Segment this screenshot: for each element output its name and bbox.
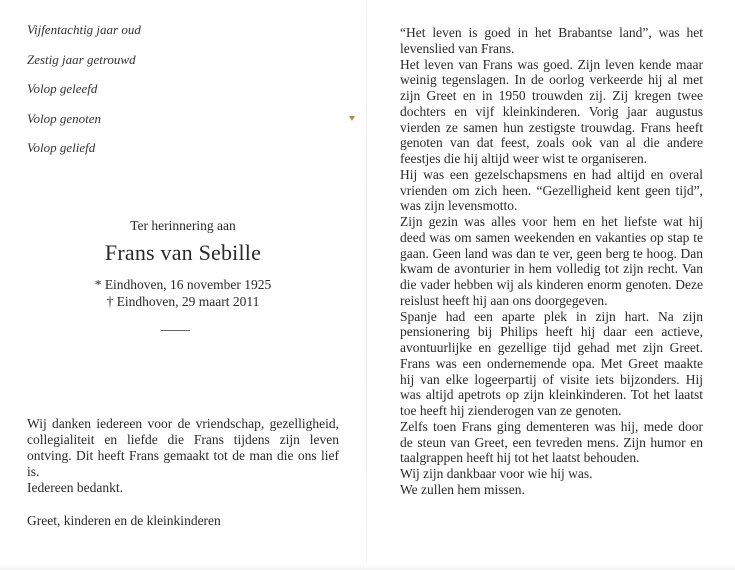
life-story bbox=[400, 25, 703, 498]
remembrance-intro: Ter herinnering aan bbox=[130, 218, 236, 233]
verse-list bbox=[27, 22, 141, 170]
thanks-block bbox=[27, 416, 339, 529]
birth-date: * Eindhoven, 16 november 1925 bbox=[94, 277, 272, 292]
thanks-text: Wij danken iedereen voor de vriendschap, gezelligheid, collegialiteit en liefde die Frans tijdens zijn leven ontving. Dit heeft Frans gemaakt tot de man die ons lief is. bbox=[27, 416, 339, 479]
left-panel bbox=[0, 0, 366, 570]
verse-line: Volop geleefd bbox=[27, 81, 98, 96]
story-paragraph: We zullen hem missen. bbox=[400, 481, 525, 497]
verse-line: Volop geliefd bbox=[27, 140, 96, 155]
death-date: † Eindhoven, 29 maart 2011 bbox=[106, 294, 260, 309]
story-paragraph: Het leven van Frans was goed. Zijn leven kende maar weinig tegenslagen. In de oorlog verkeerde hij al met zijn Greet en in 1950 trouwden zij. Zij kregen twee dochters en vijf kleinkinderen. Vorig jaar augustus vierden ze samen hun zestigste trouwdag. Frans heeft genoten van dat feest, zoals ook van al die andere feestjes die hij altijd weer wist te organiseren. bbox=[400, 56, 703, 166]
deceased-name: Frans van Sebille bbox=[104, 240, 262, 265]
story-paragraph: Spanje had een aparte plek in zijn hart. Na zijn pensionering bij Philips heeft hij daar een actieve, avontuurlijke en gezellige tijd gehad met zijn Greet. Frans was een ondernemende opa. Met Greet maakte hij van elke logeerpartij of visite iets bijzonders. Hij was altijd apetrots op zijn kleinkinderen. Tot het laatst toe heeft hij zienderogen van ze genoten. bbox=[400, 308, 703, 418]
story-paragraph: Wij zijn dankbaar voor wie hij was. bbox=[400, 466, 593, 481]
verse-line: Volop genoten bbox=[27, 110, 102, 126]
print-mark bbox=[349, 116, 355, 121]
verse-line: Zestig jaar getrouwd bbox=[27, 51, 136, 67]
life-dates bbox=[0, 276, 366, 310]
right-panel bbox=[367, 0, 735, 570]
story-paragraph: Hij was een gezelschapsmens en had altijd en overal vrienden om zich heen. “Gezelligheid kent geen tijd”, was zijn levensmotto. bbox=[400, 166, 703, 214]
thanks-all: Iedereen bedankt. bbox=[27, 480, 123, 495]
story-paragraph: Zelfs toen Frans ging dementeren was hij, mede door de steun van Greet, een tevreden mens. Zijn humor en taalgrappen heeft hij tot het laatst behouden. bbox=[400, 418, 703, 466]
divider bbox=[161, 330, 190, 331]
verse-line: Vijfentachtig jaar oud bbox=[27, 22, 141, 37]
story-paragraph: Zijn gezin was alles voor hem en het liefste wat hij deed was om samen weekenden en vakanties op stap te gaan. Geen land was dan te ver, geen berg te hoog. Dan kwam de avonturier in hem volledig tot zijn recht. Van die vader hebben wij als kinderen enorm genoten. Deze reislust heeft hij aan ons doorgegeven. bbox=[400, 214, 703, 308]
signature: Greet, kinderen en de kleinkinderen bbox=[27, 513, 221, 528]
story-paragraph: “Het leven is goed in het Brabantse land”, was het levenslied van Frans. bbox=[400, 25, 703, 56]
